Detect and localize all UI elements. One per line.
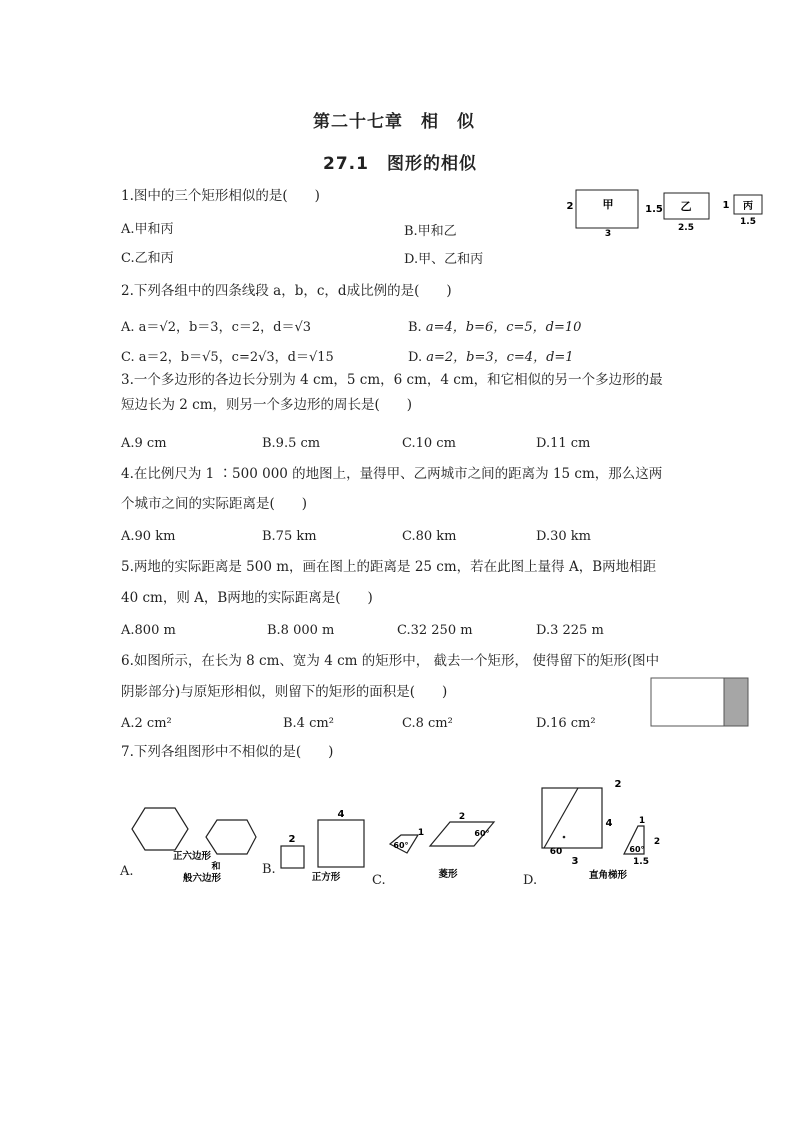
q2-option-d-text: a=2，b=3，c=4，d=1 — [426, 350, 574, 365]
rect-yi — [645, 193, 709, 233]
q6-rectangle-figure — [650, 677, 752, 729]
q4-stem-line2: 个城市之间的实际距离是( ) — [121, 496, 308, 512]
q6-option-c: C.8 cm² — [402, 716, 453, 731]
q4-option-c: C.80 km — [402, 529, 457, 544]
q3-option-c: C.10 cm — [402, 436, 456, 451]
big-trapezoid-angle: 60 — [549, 847, 563, 857]
small-rhombus-angle: 60° — [393, 841, 409, 850]
q6-option-b: B.4 cm² — [283, 716, 334, 731]
rect-jia-side: 2 — [566, 201, 574, 212]
big-trapezoid-top: 2 — [614, 779, 622, 790]
q5-option-a: A.800 m — [121, 623, 176, 638]
q6-stem-line1: 6.如图所示，在长为 8 cm、宽为 4 cm 的矩形中， 截去一个矩形， 使得留下的矩形(图中 — [121, 653, 660, 669]
q7-option-c-label: C. — [372, 873, 386, 888]
q1-rectangles-figure — [560, 186, 770, 239]
q6-stem-line2: 阴影部分)与原矩形相似，则留下的矩形的面积是( ) — [121, 684, 448, 700]
q7-option-a-label: A. — [120, 864, 134, 879]
rect-jia-name: 甲 — [602, 198, 614, 211]
q2-option-a-label: A. — [121, 320, 135, 335]
small-trapezoid-bottom: 1.5 — [633, 857, 649, 867]
big-square-side: 4 — [337, 809, 345, 820]
q7-option-d-label: D. — [523, 873, 538, 888]
q5-option-b: B.8 000 m — [267, 623, 335, 638]
q5-option-c: C.32 250 m — [397, 623, 473, 638]
q3-option-a: A.9 cm — [121, 436, 167, 451]
small-square — [281, 846, 304, 868]
q4-stem-line1: 4.在比例尺为 1 ∶500 000 的地图上，量得甲、乙两城市之间的距离为 15 cm，那么这两 — [121, 466, 663, 482]
rect-bing-side: 1 — [722, 200, 730, 211]
q1-option-a: A.甲和丙 — [121, 222, 174, 237]
rect-bing — [723, 195, 762, 227]
big-trapezoid-bottom: 3 — [571, 856, 579, 867]
q7-option-a-figure — [132, 806, 260, 888]
rect-yi-name: 乙 — [680, 200, 692, 213]
big-trapezoid-frame — [542, 788, 602, 848]
q7-stem: 7.下列各组图形中不相似的是( ) — [121, 744, 334, 760]
q6-option-d: D.16 cm² — [536, 716, 596, 731]
rect-bing-name: 丙 — [743, 201, 753, 212]
q4-option-b: B.75 km — [262, 529, 317, 544]
rect-yi-side: 1.5 — [645, 204, 663, 215]
q2-option-c — [121, 346, 334, 365]
q2-option-a — [121, 316, 311, 335]
q7-option-b-figure — [278, 808, 368, 886]
q4-option-d: D.30 km — [536, 529, 591, 544]
q3-stem-line2: 短边长为 2 cm，则另一个多边形的周长是( ) — [121, 397, 413, 413]
q7-option-d-figure — [536, 772, 672, 884]
q7-a-caption-2: 和 — [211, 862, 221, 872]
small-trapezoid-right: 2 — [653, 837, 661, 847]
irregular-hexagon — [206, 820, 256, 854]
q3-stem-line1: 3.一个多边形的各边长分别为 4 cm，5 cm，6 cm，4 cm，和它相似的另一个多边形的最 — [121, 372, 663, 388]
q2-option-d — [408, 346, 574, 365]
q7-d-caption: 直角梯形 — [588, 870, 628, 881]
small-rhombus-side: 1 — [417, 828, 425, 838]
q5-option-d: D.3 225 m — [536, 623, 604, 638]
q2-option-b-text: a=4，b=6，c=5，d=10 — [425, 320, 582, 335]
chapter-title: 第二十七章 相 似 — [313, 112, 475, 132]
q2-option-b — [408, 316, 581, 335]
q1-option-c: C.乙和丙 — [121, 251, 174, 266]
rect-jia-bottom: 3 — [604, 229, 612, 239]
q3-option-d: D.11 cm — [536, 436, 591, 451]
q7-a-caption-3: 般六边形 — [182, 873, 222, 884]
q2-option-a-text: a＝√2，b＝3，c＝2，d＝√3 — [138, 320, 311, 335]
big-trapezoid-right: 4 — [605, 818, 613, 829]
q1-option-d: D.甲、乙和丙 — [404, 252, 484, 267]
q1-option-b: B.甲和乙 — [404, 224, 457, 239]
section-title: 27.1 图形的相似 — [323, 154, 477, 174]
big-square — [318, 820, 364, 867]
q2-option-c-text: a＝2，b＝√5，c=2√3，d＝√15 — [138, 350, 334, 365]
q2-option-c-label: C. — [121, 350, 135, 365]
q2-option-b-label: B. — [408, 320, 422, 335]
q7-b-caption: 正方形 — [311, 872, 341, 883]
small-trapezoid-top: 1 — [638, 816, 646, 826]
q1-stem: 1.图中的三个矩形相似的是( ) — [121, 188, 320, 204]
q7-option-b-label: B. — [262, 862, 276, 877]
q2-option-d-label: D. — [408, 350, 423, 365]
small-square-side: 2 — [288, 834, 296, 845]
q5-stem-line2: 40 cm，则 A，B两地的实际距离是( ) — [121, 590, 373, 606]
q4-option-a: A.90 km — [121, 529, 176, 544]
q7-option-c-figure — [388, 808, 498, 882]
q6-option-a: A.2 cm² — [121, 716, 172, 731]
q7-a-caption-1: 正六边形 — [172, 851, 212, 862]
q6-shaded-rect — [724, 678, 748, 726]
q7-c-caption: 菱形 — [438, 869, 458, 880]
rect-yi-bottom: 2.5 — [678, 223, 694, 233]
q5-stem-line1: 5.两地的实际距离是 500 m，画在图上的距离是 25 cm，若在此图上量得 A，B两地相距 — [121, 559, 657, 575]
regular-hexagon — [132, 808, 188, 850]
rect-bing-bottom: 1.5 — [740, 217, 756, 227]
q3-option-b: B.9.5 cm — [262, 436, 321, 451]
big-rhombus-angle: 60° — [474, 829, 490, 838]
rect-jia — [567, 190, 638, 239]
big-rhombus-side: 2 — [458, 812, 466, 822]
q2-stem: 2.下列各组中的四条线段 a，b，c，d成比例的是( ) — [121, 283, 452, 299]
small-trapezoid-angle: 60° — [629, 845, 645, 854]
